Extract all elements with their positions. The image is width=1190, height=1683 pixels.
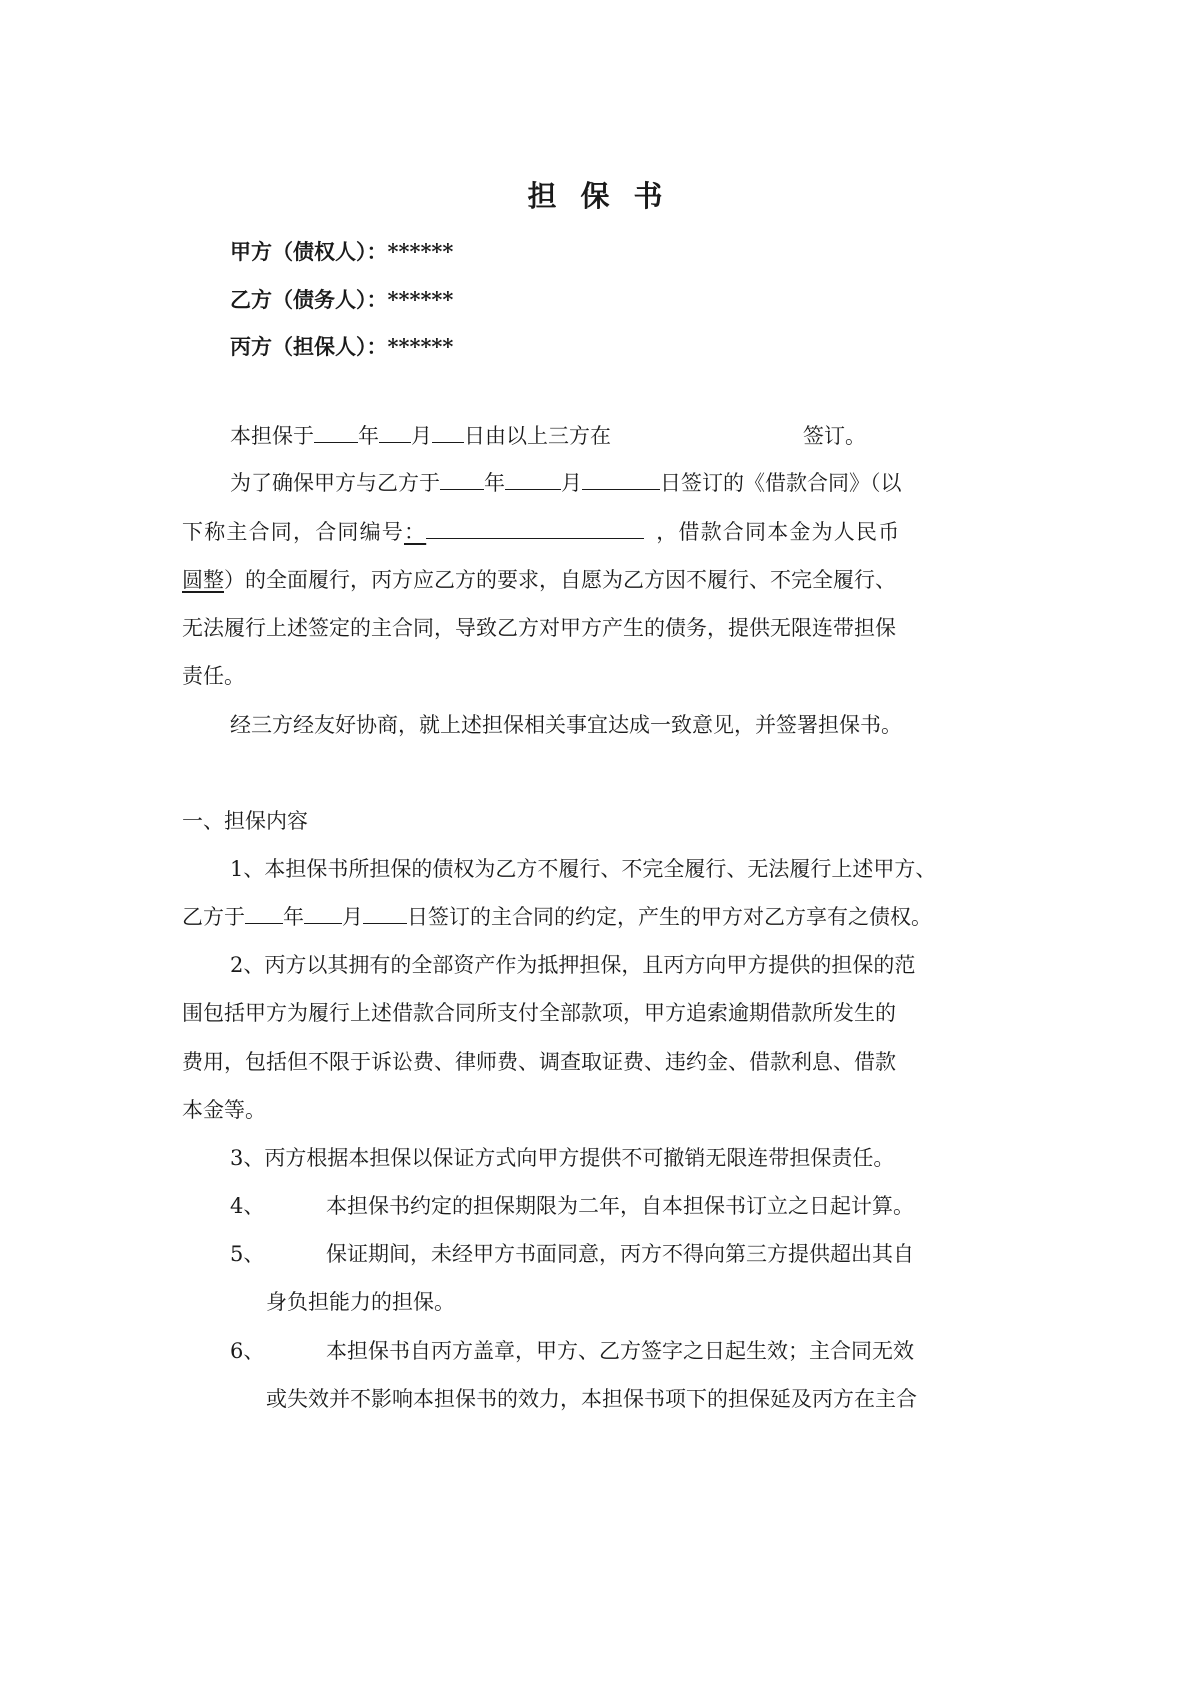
item-3: 3、丙方根据本担保以保证方式向甲方提供不可撤销无限连带担保责任。 <box>230 1146 895 1170</box>
item-6-number: 6、 <box>230 1339 265 1363</box>
party-guarantor <box>230 331 453 361</box>
intro-purpose-line-5: 责任。 <box>182 664 245 688</box>
blank-year <box>314 420 358 443</box>
intro-purpose-line-1: 为了确保甲方与乙方于 年 月 日签订的《借款合同》（以 <box>230 467 902 497</box>
blank-month <box>304 901 342 924</box>
item-2-line-4: 本金等。 <box>182 1098 266 1122</box>
creditor-label: 甲方（债权人）： <box>230 239 388 264</box>
party-creditor <box>230 236 453 266</box>
debtor-label: 乙方（债务人）： <box>230 287 388 312</box>
blank-month <box>505 467 561 490</box>
item-2-line-2: 围包括甲方为履行上述借款合同所支付全部款项，甲方追索逾期借款所发生的 <box>182 1001 896 1025</box>
party-debtor <box>230 284 453 314</box>
item-4-text: 本担保书约定的担保期限为二年，自本担保书订立之日起计算。 <box>326 1194 914 1218</box>
debtor-value: ****** <box>387 287 454 312</box>
guarantor-value: ****** <box>387 334 454 359</box>
blank-year <box>245 901 283 924</box>
section-heading: 一、担保内容 <box>182 809 308 833</box>
blank-day <box>432 420 464 443</box>
item-6-continuation: 或失效并不影响本担保书的效力，本担保书项下的担保延及丙方在主合 <box>266 1387 917 1411</box>
blank-day <box>582 467 660 490</box>
blank-month <box>379 420 411 443</box>
blank-year <box>440 467 484 490</box>
blank-contract-number <box>426 516 644 539</box>
intro-sign-line: 本担保于 年 月 日由以上三方在 签订。 <box>230 420 866 450</box>
blank-day <box>363 901 407 924</box>
intro-purpose-line-2: 下称主合同，合同编号： ，借款合同本金为人民币 <box>182 516 900 546</box>
item-1-line-1: 1、本担保书所担保的债权为乙方不履行、不完全履行、无法履行上述甲方、 <box>230 857 937 881</box>
item-2-line-1: 2、丙方以其拥有的全部资产作为抵押担保，且丙方向甲方提供的担保的范 <box>230 953 916 977</box>
item-2-line-3: 费用，包括但不限于诉讼费、律师费、调查取证费、违约金、借款利息、借款 <box>182 1050 896 1074</box>
creditor-value: ****** <box>387 239 454 264</box>
guarantor-label: 丙方（担保人）： <box>230 334 388 359</box>
item-1-line-2: 乙方于 年 月 日签订的主合同的约定，产生的甲方对乙方享有之债权。 <box>182 901 932 931</box>
item-5-continuation: 身负担能力的担保。 <box>266 1290 455 1314</box>
intro-purpose-line-4: 无法履行上述签定的主合同，导致乙方对甲方产生的债务，提供无限连带担保 <box>182 616 896 640</box>
item-5-number: 5、 <box>230 1242 265 1266</box>
item-6-text: 本担保书自丙方盖章，甲方、乙方签字之日起生效；主合同无效 <box>326 1339 914 1363</box>
intro-agreement-line: 经三方经友好协商，就上述担保相关事宜达成一致意见，并签署担保书。 <box>230 713 902 737</box>
item-4-number: 4、 <box>230 1194 265 1218</box>
intro-purpose-line-3: 圆整）的全面履行，丙方应乙方的要求，自愿为乙方因不履行、不完全履行、 <box>182 568 896 592</box>
item-5-text: 保证期间，未经甲方书面同意，丙方不得向第三方提供超出其自 <box>326 1242 914 1266</box>
document-title: 担保书 <box>527 179 687 213</box>
